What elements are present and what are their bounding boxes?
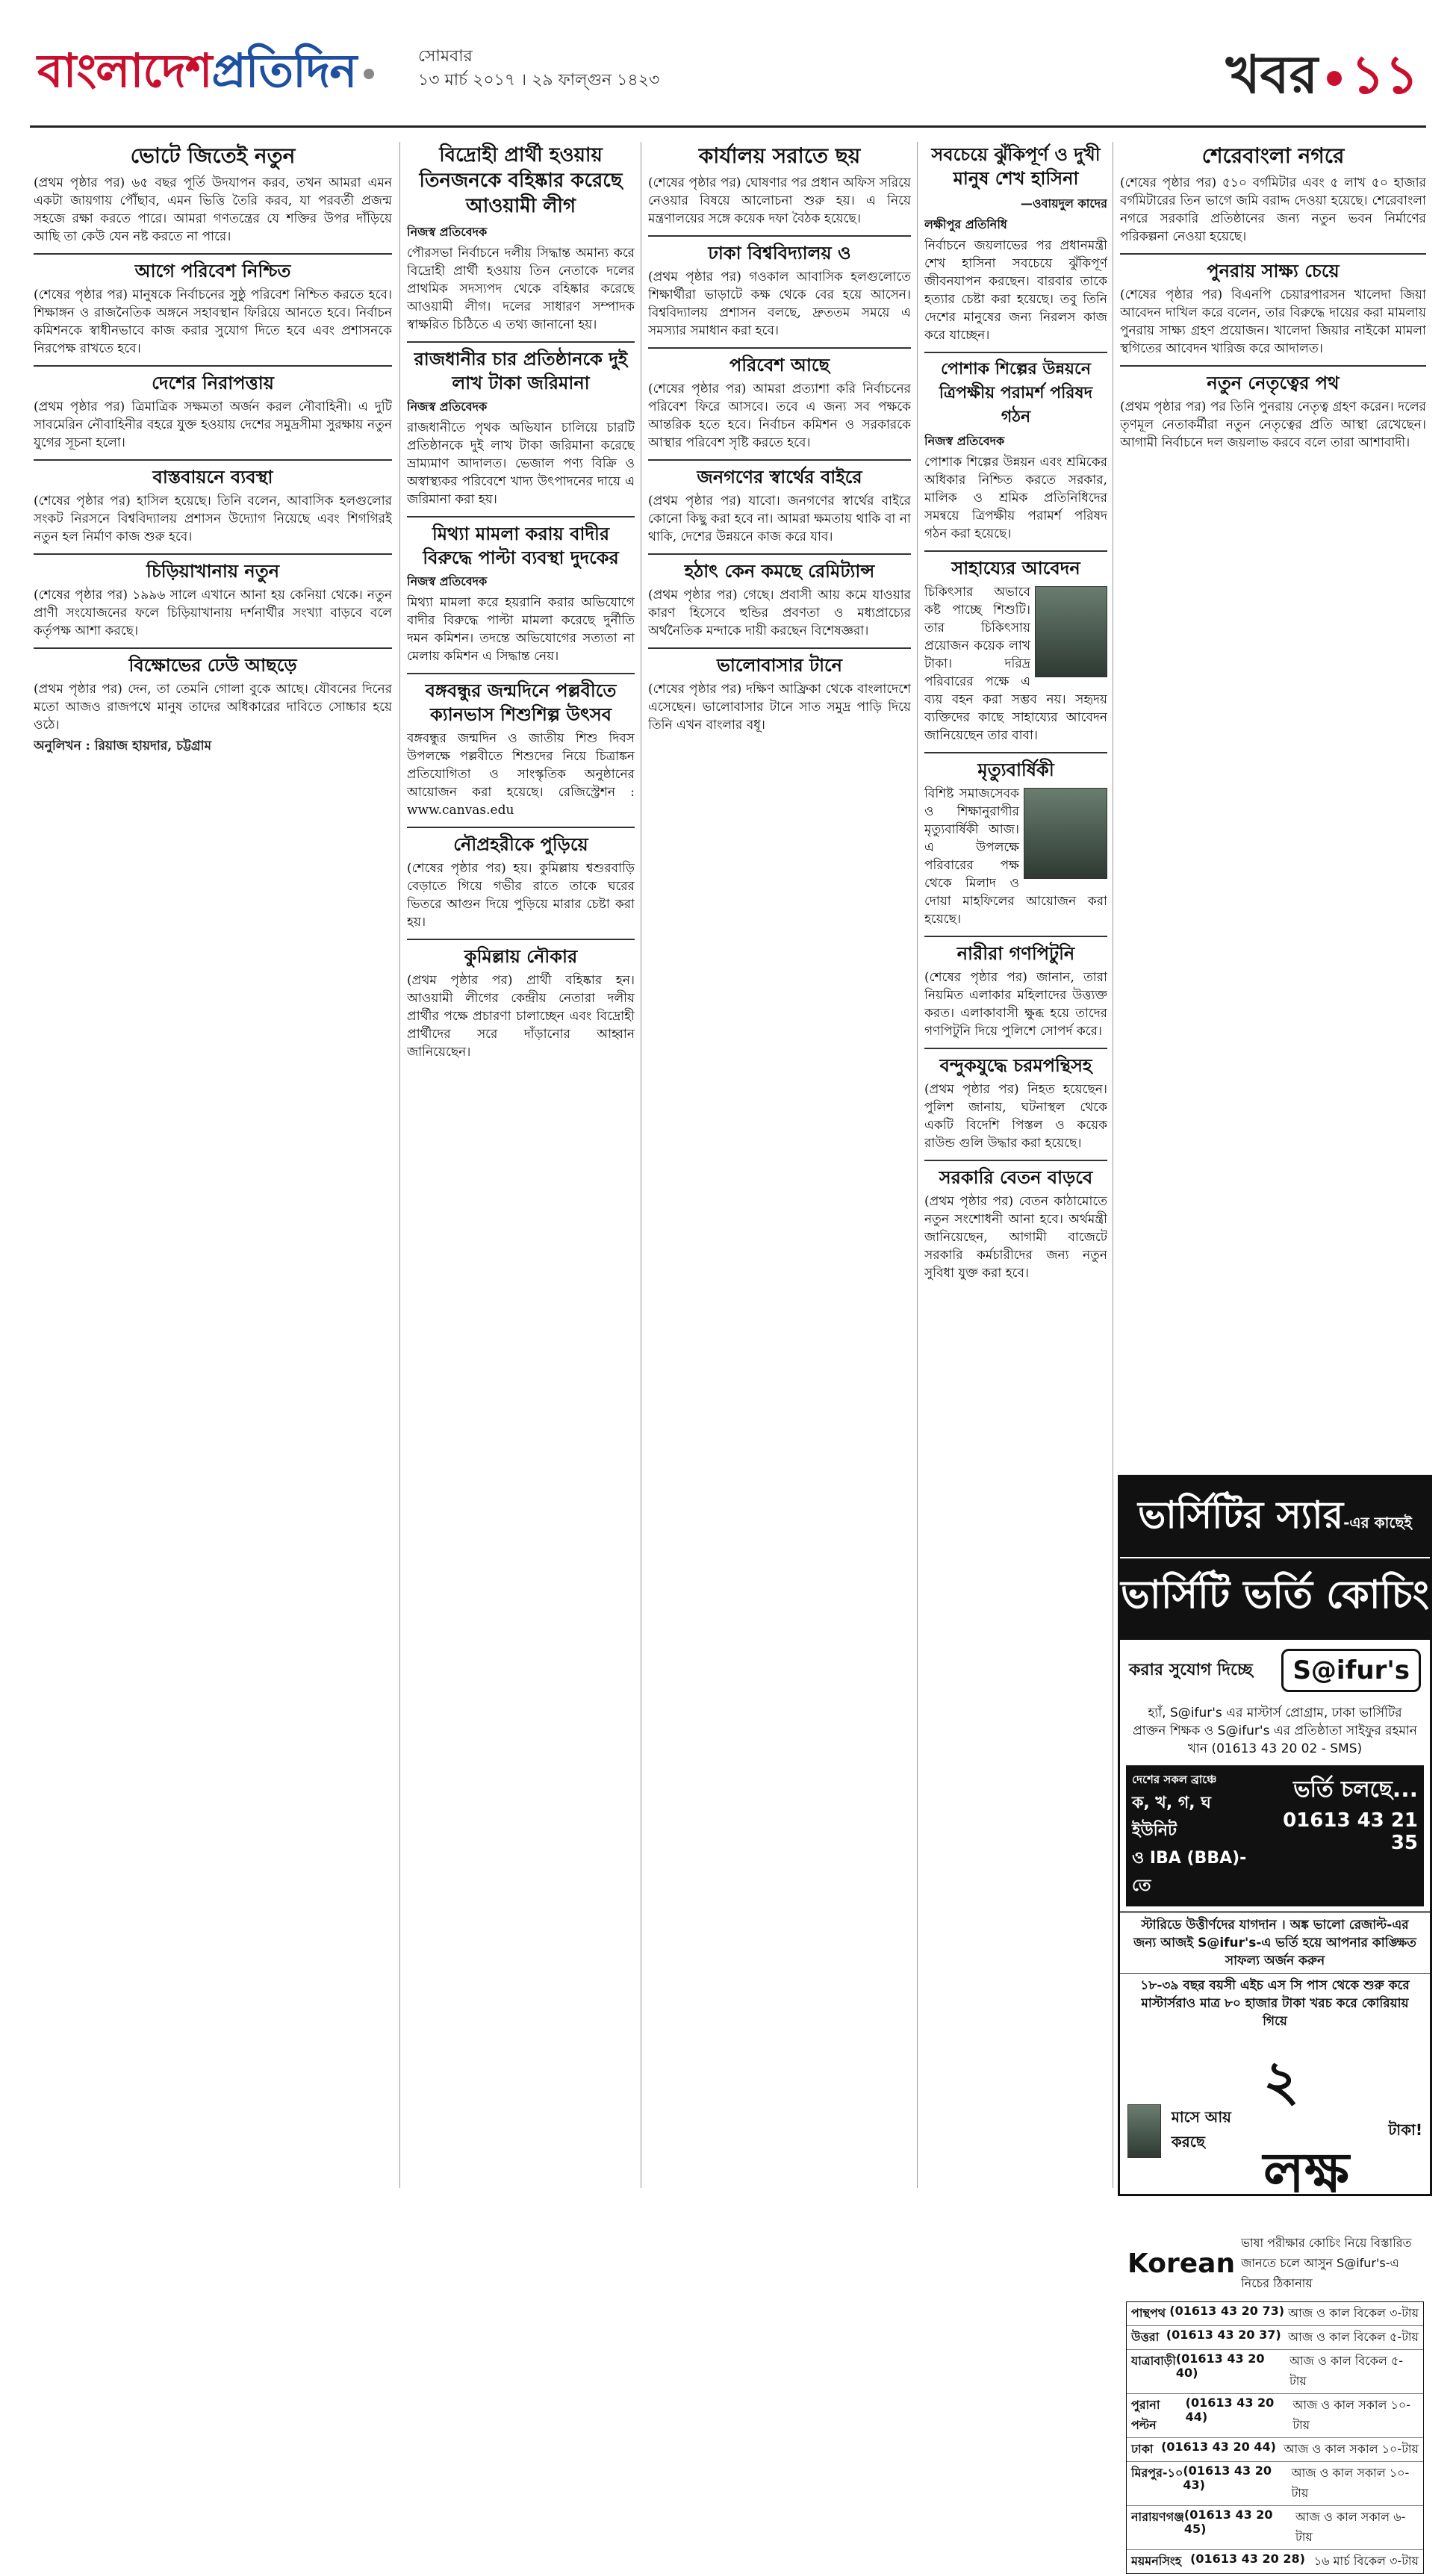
article-body: (প্রথম পৃষ্ঠার পর) যাবো। জনগণের স্বার্থের বাইরে কোনো কিছু করা হবে না। আমরা ক্ষমতায় থাকি বা না থাকি, দেশের উন্নয়নে কাজ করে যাব। [648,494,911,544]
headline: ভালোবাসার টানে [648,647,911,677]
branch-name: পুরানা পল্টন [1131,2398,1160,2432]
branch-row [1127,2438,1423,2462]
ad-salary-big: ২ লক্ষ [1263,2049,1349,2205]
brand-part-a: বাংলাদেশ [37,43,212,98]
headline: বঙ্গবন্ধুর জন্মদিনে পল্লবীতে ক্যানভাস শিশুশিল্প উৎসব [407,673,635,727]
ad-admission: ভর্তি চলছে... [1293,1776,1418,1803]
headline: বাস্তবায়নে ব্যবস্থা [34,459,392,489]
article-body: (শেষের পৃষ্ঠার পর) ঘোষণার পর প্রধান অফিস সরিয়ে নেওয়ার বিষয়ে আলোচনা শুরু হয়। এ নিয়ে মন্ত্রণালয়ের সঙ্গে কয়েক দফা বৈঠক হয়েছে। [648,175,911,226]
byline: নিজস্ব প্রতিবেদক [407,574,488,588]
branch-time: আজ ও কাল সকাল ১০-টায় [1292,2398,1411,2432]
headline: মিথ্যা মামলা করায় বাদীর বিরুদ্ধে পাল্টা ব্যবস্থা দুদকের [407,516,635,570]
byline: লক্ষীপুর প্রতিনিধি [924,217,1007,231]
branch-phone: (01613 43 20 45) [1183,2508,1273,2536]
section-label [1226,34,1419,122]
ad-blurb: হ্যাঁ, S@ifur's এর মাস্টার্স প্রোগ্রাম, ঢাকা ভার্সিটির প্রাক্তন শিক্ষক ও S@ifur's এর প্রতিষ্ঠাতা সাইফুর রহমান খান (01613 43 20 02 - SMS) [1133,1706,1417,1756]
ad-korean-text: ভাষা পরীক্ষার কোচিং নিয়ে বিস্তারিত জানতে চলে আসুন S@ifur's-এ নিচের ঠিকানায় [1241,2236,1412,2290]
article-body: (শেষের পৃষ্ঠার পর) বিএনপি চেয়ারপারসন খালেদা জিয়া আবেদন দাখিল করে বলেন, তার বিরুদ্ধে দায়ের করা মামলায় পুনরায় সাক্ষ্য গ্রহণ প্রয়োজন। খালেদা জিয়ার নাইকো মামলা স্থগিতের আবেদন খারিজ করে আদালত। [1120,287,1426,356]
section-name: খবর [1225,44,1319,105]
article-body: (প্রথম পৃষ্ঠার পর) ত্রিমাত্রিক সক্ষমতা অর্জন করল নৌবাহিনী। এ দুটি সাবমেরিন নৌবাহিনীর বহরে যুক্ত হওয়ায় দেশের সমুদ্রসীমা সুরক্ষায় নতুন যুগের সূচনা হলো। [34,400,392,450]
branch-phone: (01613 43 20 40) [1175,2351,1265,2380]
article-body: (শেষের পৃষ্ঠার পর) হয়। কুমিল্লায় শ্বশুরবাড়ি বেড়াতে গিয়ে গভীর রাতে তাকে ঘরের ভিতরে আগুন দিয়ে পুড়িয়ে মারার চেষ্টা করা হয়। [407,861,635,930]
branch-time: আজ ও কাল সকাল ১০-টায় [1291,2466,1410,2500]
headline: বিদ্রোহী প্রার্থী হওয়ায় তিনজনকে বহিষ্কার করেছে আওয়ামী লীগ [419,144,623,217]
ad-title [1120,1477,1430,1557]
branch-phone: (01613 43 20 44) [1161,2440,1276,2454]
headline: চিড়িয়াখানায় নতুন [34,553,392,583]
ad-age-line: ১৮-৩৯ বছর বয়সী এইচ এস সি পাস থেকে শুরু করে মাস্টার্সরাও মাত্র ৮০ হাজার টাকা খরচ করে কোরিয়ায় গিয়ে [1140,1978,1410,2029]
branch-row [1127,2350,1423,2394]
ad-opportunity-row [1120,1640,1430,1701]
headline: মৃত্যুবার্ষিকী [924,752,1107,782]
headline: পোশাক শিল্পের উন্নয়নে ত্রিপক্ষীয় পরামর্শ পরিষদ গঠন [924,352,1107,429]
article-body: বঙ্গবন্ধুর জন্মদিন ও জাতীয় শিশু দিবস উপলক্ষে পল্লবীতে শিশুদের নিয়ে চিত্রাঙ্কন প্রতিযোগিতা ও সাংস্কৃতিক অনুষ্ঠানের আয়োজন করা হয়েছে। রেজিস্ট্রেশন : www.canvas.edu [407,731,635,818]
headline: নতুন নেতৃত্বের পথ [1120,365,1426,395]
column-2 [407,138,635,2192]
article-body: বিশিষ্ট সমাজসেবক ও শিক্ষানুরাগীর মৃত্যুবার্ষিকী আজ। এ উপলক্ষে পরিবারের পক্ষ থেকে মিলাদ ও দোয়া মাহফিলের আয়োজন করা হয়েছে। [924,786,1107,927]
branch-phone: (01613 43 20 73) [1169,2304,1285,2318]
branch-row [1127,2302,1423,2326]
ad-korean-row [1120,2229,1430,2298]
article-body: নির্বাচনে জয়লাভের পর প্রধানমন্ত্রী শেখ হাসিনা সবচেয়ে ঝুঁকিপূর্ণ জীবনযাপন করছেন। বারবার তাকে হত্যার চেষ্টা করা হয়েছে। তবু তিনি দেশের মানুষের জন্য নিরলস কাজ করে যাচ্ছেন। [924,238,1107,343]
article-body: রাজধানীতে পৃথক অভিযান চালিয়ে চারটি প্রতিষ্ঠানকে দুই লাখ টাকা জরিমানা করেছে ভ্রাম্যমাণ আদালত। ভেজাল পণ্য বিক্রি ও অস্বাস্থ্যকর পরিবেশে খাদ্য উৎপাদনের দায়ে এ জরিমানা করা হয়। [407,420,635,507]
ad-korean-title: Korean [1127,2248,1236,2279]
ad-iba: ও IBA (BBA)-তে [1132,1849,1247,1895]
branch-row [1127,2506,1423,2550]
portrait-photo [1024,788,1107,879]
ad-admission-phone: 01613 43 21 35 [1283,1809,1418,1854]
branch-name: পান্থপথ [1131,2306,1166,2320]
ad-admission-row [1126,1765,1424,1906]
headline: জনগণের স্বার্থের বাইরে [648,459,911,489]
column-divider [917,142,918,2188]
ad-title-suffix: -এর কাছেই [1343,1514,1412,1532]
branch-name: ঢাকা [1131,2442,1154,2456]
ad-salary [1120,2033,1430,2229]
masthead [30,13,1426,128]
ad-title-text: ভার্সিটির স্যার [1138,1493,1344,1537]
column-1 [34,138,392,2192]
article-body: (প্রথম পৃষ্ঠার পর) প্রার্থী বহিষ্কার হন। আওয়ামী লীগের কেন্দ্রীয় নেতারা দলীয় প্রার্থীর পক্ষে প্রচারণা চালাচ্ছেন এবং বিদ্রোহী প্রার্থীদের সরে দাঁড়ানোর আহ্বান জানিয়েছেন। [407,973,635,1060]
issue-date [418,45,659,93]
headline: শেরেবাংলা নগরে [1201,143,1345,168]
advertisement [1118,1475,1432,2568]
article-body: (শেষের পৃষ্ঠার পর) দক্ষিণ আফ্রিকা থেকে বাংলাদেশে এসেছেন। ভালোবাসার টানে সাত সমুদ্র পাড়ি দিয়ে তিনি এখন বাংলার বধূ। [648,682,911,733]
headline: আগে পরিবেশ নিশ্চিত [34,253,392,283]
branch-row [1127,2394,1423,2438]
branch-name: ময়মনসিংহ [1131,2554,1182,2568]
branch-time: আজ ও কাল বিকেল ৩-টায় [1288,2306,1419,2320]
brand-logo: S@ifur's [1281,1649,1421,1692]
headline: ঢাকা বিশ্ববিদ্যালয় ও [648,235,911,265]
article-body: (প্রথম পৃষ্ঠার পর) ৬৫ বছর পূর্তি উদযাপন করব, তখন আমরা এমন একটা জায়গায় পৌঁছাব, এমন ভিত্তি তৈরি করব, যা পরবর্তী প্রজন্ম সহজে রক্ষা করতে পারে। আমরা গণতন্ত্রের যে শক্তির উপর দাঁড়িয়ে আছি তা কেউ যেন নষ্ট করতে না পারে। [34,175,392,244]
branch-time: আজ ও কাল সকাল ৬-টায় [1295,2510,1406,2544]
headline: কুমিল্লায় নৌকার [407,939,635,969]
ad-admission-label: দেশের সকল ব্রাঞ্চে [1132,1773,1217,1786]
branch-time: আজ ও কাল বিকেল ৫-টায় [1288,2330,1419,2344]
article-body: (শেষের পৃষ্ঠার পর) ৫১০ বর্গমিটার এবং ৫ লাখ ৫০ হাজার বর্গমিটারের তিন ভাগে জমি বরাদ্দ দেওয়া হয়েছে। শেরেবাংলা নগরে সরকারি প্রতিষ্ঠানের জন্য নতুন ভবন নির্মাণের পরিকল্পনা নেওয়া হয়েছে। [1120,175,1426,244]
headline: ভোটে জিতেই নতুন [130,143,296,168]
branch-row [1127,2326,1423,2350]
article-body: মিথ্যা মামলা করে হয়রানি করার অভিযোগে বাদীর বিরুদ্ধে পাল্টা মামলা করেছে দুর্নীতি দমন কমিশন। তদন্তে অভিযোগের সত্যতা না মেলায় কমিশন এ সিদ্ধান্ত নেয়। [407,595,635,664]
ad-opportunity: করার সুযোগ দিচ্ছে [1129,1661,1253,1679]
ad-units: ক, খ, গ, ঘ ইউনিট [1132,1794,1211,1840]
byline: নিজস্ব প্রতিবেদক [407,225,488,239]
ad-admission-left [1132,1771,1258,1900]
headline: কার্যালয় সরাতে ছয় [698,143,861,168]
portrait-photo [1035,586,1107,677]
ad-notice: স্টারিডে উত্তীর্ণদের যাগদান । অঙ্ক ভালো রেজাল্ট-এর জন্য আজই S@ifur's-এ ভর্তি হয়ে আপনার কাঙ্ক্ষিত সাফল্য অর্জন করুন [1120,1911,1430,1974]
weekday: সোমবার [418,47,473,66]
article-body: (প্রথম পৃষ্ঠার পর) বেতন কাঠামোতে নতুন সংশোধনী আনা হবে। অর্থমন্ত্রী জানিয়েছেন, আগামী বাজেটে সরকারি কর্মচারীদের জন্য নতুন সুবিধা যুক্ত করা হবে। [924,1194,1107,1281]
ad-coaching: ভার্সিটি ভর্তি কোচিং [1120,1557,1430,1640]
byline: নিজস্ব প্রতিবেদক [924,434,1005,448]
headline: সরকারি বেতন বাড়বে [924,1160,1107,1190]
headline: পরিবেশ আছে [648,347,911,377]
headline: সবচেয়ে ঝুঁকিপূর্ণ ও দুখী মানুষ শেখ হাসিনা [931,144,1101,189]
article-body: (শেষের পৃষ্ঠার পর) মানুষকে নির্বাচনের সুষ্ঠু পরিবেশ নিশ্চিত করতে হবে। শিক্ষাঙ্গন ও রাজনৈতিক অঙ্গনে সহাবস্থান ফিরিয়ে আনতে হবে। নির্বাচন কমিশনকে স্বাধীনভাবে কাজ করার সুযোগ দিতে হবে এবং প্রশাসনকে নিরপেক্ষ রাখতে হবে। [34,287,392,356]
article-body: (প্রথম পৃষ্ঠার পর) গওকাল আবাসিক হলগুলোতে শিক্ষার্থীরা ভাড়াটে কক্ষ থেকে বের হয়ে আসেন। বিশ্ববিদ্যালয় প্রশাসন বলছে, দ্রুততম সময়ে এ সমস্যার সমাধান করা হবে। [648,270,911,338]
headline: রাজধানীর চার প্রতিষ্ঠানকে দুই লাখ টাকা জরিমানা [407,341,635,395]
red-dot-icon [1327,71,1342,86]
brand-part-b: প্রতিদিন [211,43,357,98]
article-body: (শেষের পৃষ্ঠার পর) হাসিল হয়েছে। তিনি বলেন, আবাসিক হলগুলোর সংকট নিরসনে বিশ্ববিদ্যালয় প্রশাসন উদ্যোগ নিয়েছে এবং শিগগিরই নতুন হল নির্মাণ কাজ শুরু হবে। [34,494,392,544]
branch-phone: (01613 43 20 28) [1190,2552,1305,2566]
branch-time: আজ ও কাল বিকেল ৫-টায় [1289,2354,1404,2388]
headline: দেশের নিরাপত্তায় [34,365,392,395]
branch-row [1127,2550,1423,2573]
article-body: (শেষের পৃষ্ঠার পর) আমরা প্রত্যাশা করি নির্বাচনের পরিবেশ ফিরে আসবে। তবে এ জন্য সব পক্ষকে আন্তরিক হতে হবে। নির্বাচন কমিশন ও সরকারকে আস্থার পরিবেশ সৃষ্টি করতে হবে। [648,382,911,450]
author-name: —ওবায়দুল কাদের [1020,196,1107,211]
headline: সাহায্যের আবেদন [924,550,1107,580]
column-5 [1120,138,1426,1467]
branch-list [1126,2301,1424,2574]
article-body: (প্রথম পৃষ্ঠার পর) পর তিনি পুনরায় নেতৃত্ব গ্রহণ করেন। দলের তৃণমূল নেতাকর্মীরা নতুন নেতৃত্বের প্রতি আস্থা রেখেছেন। আগামী নির্বাচনে দল জয়লাভ করবে বলে তারা আশাবাদী। [1120,400,1426,450]
branch-phone: (01613 43 20 43) [1183,2463,1272,2492]
branch-name: উত্তরা [1131,2330,1160,2344]
date-line: ১৩ মার্চ ২০১৭ । ২৯ ফাল্গুন ১৪২৩ [418,71,660,90]
headline: নৌপ্রহরীকে পুড়িয়ে [407,827,635,857]
page-number: ১১ [1351,44,1419,105]
ad-salary-post: টাকা! [1388,2120,1422,2139]
article-body: চিকিৎসার অভাবে কষ্ট পাচ্ছে শিশুটি। তার চিকিৎসায় প্রয়োজন কয়েক লাখ টাকা। দরিদ্র পরিবারের পক্ষে এ ব্যয় বহন করা সম্ভব নয়। সহৃদয় ব্যক্তিদের কাছে সাহায্যের আবেদন জানিয়েছেন তার বাবা। [924,585,1107,743]
headline: বন্দুকযুদ্ধে চরমপন্থিসহ [924,1048,1107,1078]
credit-line: অনুলিখন : রিয়াজ হায়দার, চট্টগ্রাম [34,739,212,753]
article-body: (প্রথম পৃষ্ঠার পর) গেছে। প্রবাসী আয় কমে যাওয়ার কারণ হিসেবে হুন্ডির প্রবণতা ও মধ্যপ্রাচ্যের অর্থনৈতিক মন্দাকে দায়ী করছেন বিশেষজ্ঞরা। [648,588,911,638]
ad-admission-right [1258,1771,1418,1900]
person-photo [1127,2104,1161,2158]
column-divider [399,142,400,2188]
column-4 [924,138,1107,2192]
byline: নিজস্ব প্রতিবেদক [407,400,488,414]
ad-salary-pre: মাসে আয় করছে [1171,2108,1231,2151]
article-body: (শেষের পৃষ্ঠার পর) জানান, তারা নিয়মিত এলাকার মহিলাদের উত্ত্যক্ত করত। এলাকাবাসী ক্ষুব্ধ হয়ে তাদের গণপিটুনি দিয়ে পুলিশে সোপর্দ করে। [924,970,1107,1039]
branch-row [1127,2462,1423,2506]
dot-icon [364,69,374,79]
branch-name: নারায়ণগঞ্জ [1131,2510,1184,2524]
article-body: (প্রথম পৃষ্ঠার পর) নিহত হয়েছেন। পুলিশ জানায়, ঘটনাস্থল থেকে একটি বিদেশি পিস্তল ও কয়েক রাউন্ড গুলি উদ্ধার করা হয়েছে। [924,1082,1107,1151]
branch-phone: (01613 43 20 37) [1166,2328,1281,2342]
headline: নারীরা গণপিটুনি [924,936,1107,966]
branch-time: আজ ও কাল সকাল ১০-টায় [1284,2442,1419,2456]
headline: বিক্ষোভের ঢেউ আছড়ে [34,647,392,677]
headline: পুনরায় সাক্ষ্য চেয়ে [1120,253,1426,283]
article-body: (শেষের পৃষ্ঠার পর) ১৯৯৬ সালে এখানে আনা হয় কেনিয়া থেকে। নতুন প্রাণী সংযোজনের ফলে চিড়িয়াখানায় দর্শনার্থীর সংখ্যা বাড়বে বলে কর্তৃপক্ষ আশা করছে। [34,588,392,638]
newspaper-logo [37,36,382,113]
article-body: পোশাক শিল্পের উন্নয়ন এবং শ্রমিকের অধিকার নিশ্চিত করতে সরকার, মালিক ও শ্রমিক প্রতিনিধিদের সমন্বয়ে ত্রিপক্ষীয় পরামর্শ পরিষদ গঠন করা হয়েছে। [924,455,1107,541]
branch-name: মিরপুর-১০ [1131,2466,1183,2480]
article-body: পৌরসভা নির্বাচনে দলীয় সিদ্ধান্ত অমান্য করে বিদ্রোহী প্রার্থী হওয়ায় তিন নেতাকে দলের প্রাথমিক সদস্যপদ থেকে বহিষ্কার করেছে আওয়ামী লীগ। দলের সাধারণ সম্পাদক স্বাক্ষরিত চিঠিতে এ তথ্য জানানো হয়। [407,246,635,332]
branch-name: যাত্রাবাড়ী [1131,2354,1176,2368]
article-body: (প্রথম পৃষ্ঠার পর) দেন, তা তেমনি গোলা বুকে আছে। যৌবনের দিনের মতো আজও রাজপথে মানুষ তাদের অধিকারের দাবিতে সোচ্চার হয়ে ওঠে। [34,682,392,733]
branch-time: ১৬ মার্চ বিকেল ৩-টায় [1313,2554,1419,2568]
headline: হঠাৎ কেন কমছে রেমিট্যান্স [648,553,911,583]
column-3 [648,138,911,2192]
branch-phone: (01613 43 20 44) [1185,2396,1275,2424]
